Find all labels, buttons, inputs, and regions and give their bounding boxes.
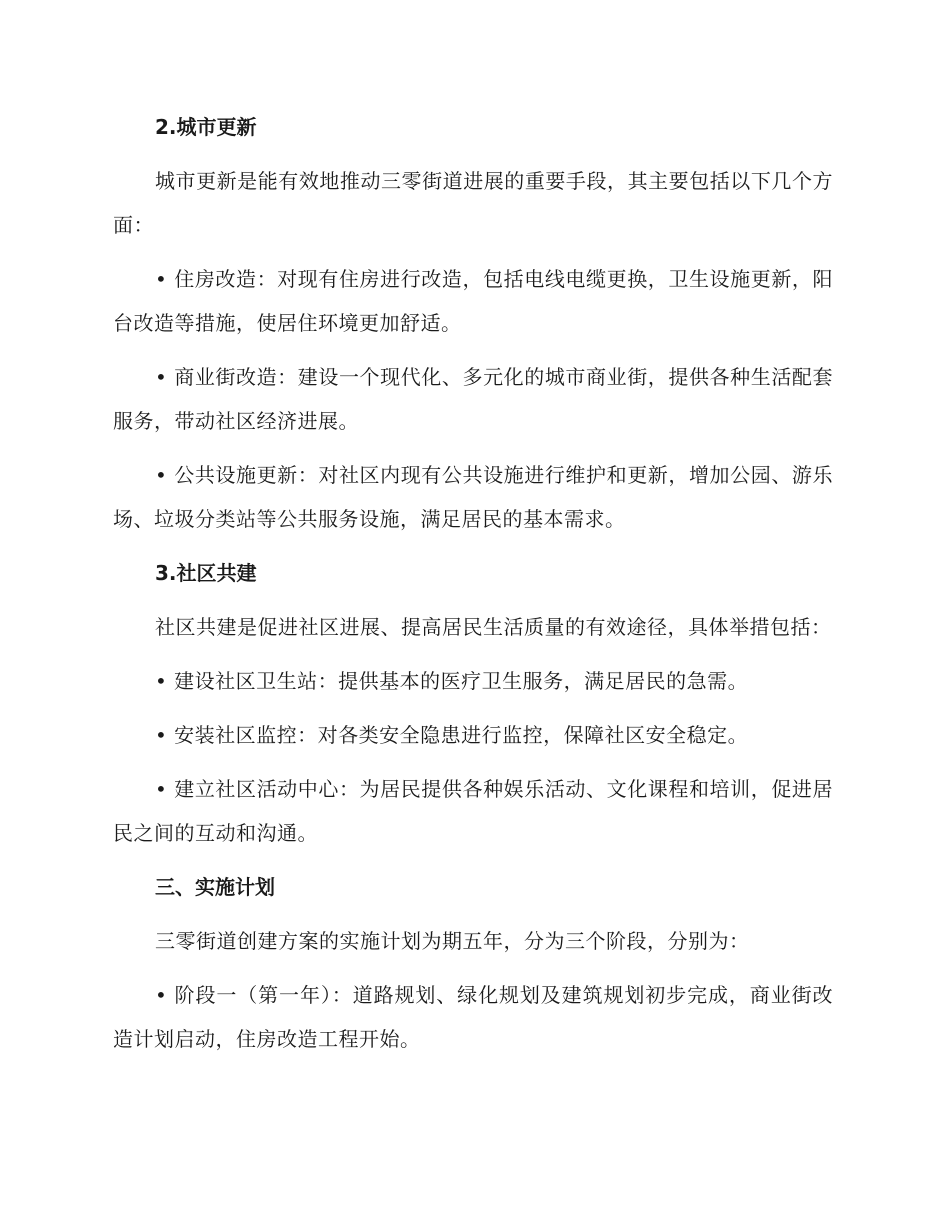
bullet-commercial-street: • 商业街改造：建设一个现代化、多元化的城市商业街，提供各种生活配套服务，带动社区经济进展。	[113, 365, 833, 433]
section-heading-urban-renewal: 2.城市更新	[155, 115, 257, 139]
bullet-monitoring: • 安装社区监控：对各类安全隐患进行监控，保障社区安全稳定。	[155, 723, 749, 747]
paragraph-urban-renewal-intro: 城市更新是能有效地推动三零街道进展的重要手段，其主要包括以下几个方面：	[113, 169, 833, 237]
section-heading-implementation-plan: 三、实施计划	[155, 875, 275, 899]
bullet-public-facilities: • 公共设施更新：对社区内现有公共设施进行维护和更新，增加公园、游乐场、垃圾分类站等公共服务设施，满足居民的基本需求。	[113, 463, 833, 531]
paragraph-implementation-intro: 三零街道创建方案的实施计划为期五年，分为三个阶段，分别为：	[155, 929, 750, 953]
section-heading-community-building: 3.社区共建	[155, 561, 257, 585]
document-body	[113, 105, 833, 1071]
bullet-housing-renovation: • 住房改造：对现有住房进行改造，包括电线电缆更换，卫生设施更新，阳台改造等措施，使居住环境更加舒适。	[113, 267, 833, 335]
bullet-health-station: • 建设社区卫生站：提供基本的医疗卫生服务，满足居民的急需。	[155, 669, 749, 693]
paragraph-community-building-intro: 社区共建是促进社区进展、提高居民生活质量的有效途径，具体举措包括：	[155, 615, 832, 639]
bullet-phase-one: • 阶段一（第一年）：道路规划、绿化规划及建筑规划初步完成，商业街改造计划启动，住房改造工程开始。	[113, 983, 833, 1051]
bullet-activity-center: • 建立社区活动中心：为居民提供各种娱乐活动、文化课程和培训，促进居民之间的互动和沟通。	[113, 777, 833, 845]
